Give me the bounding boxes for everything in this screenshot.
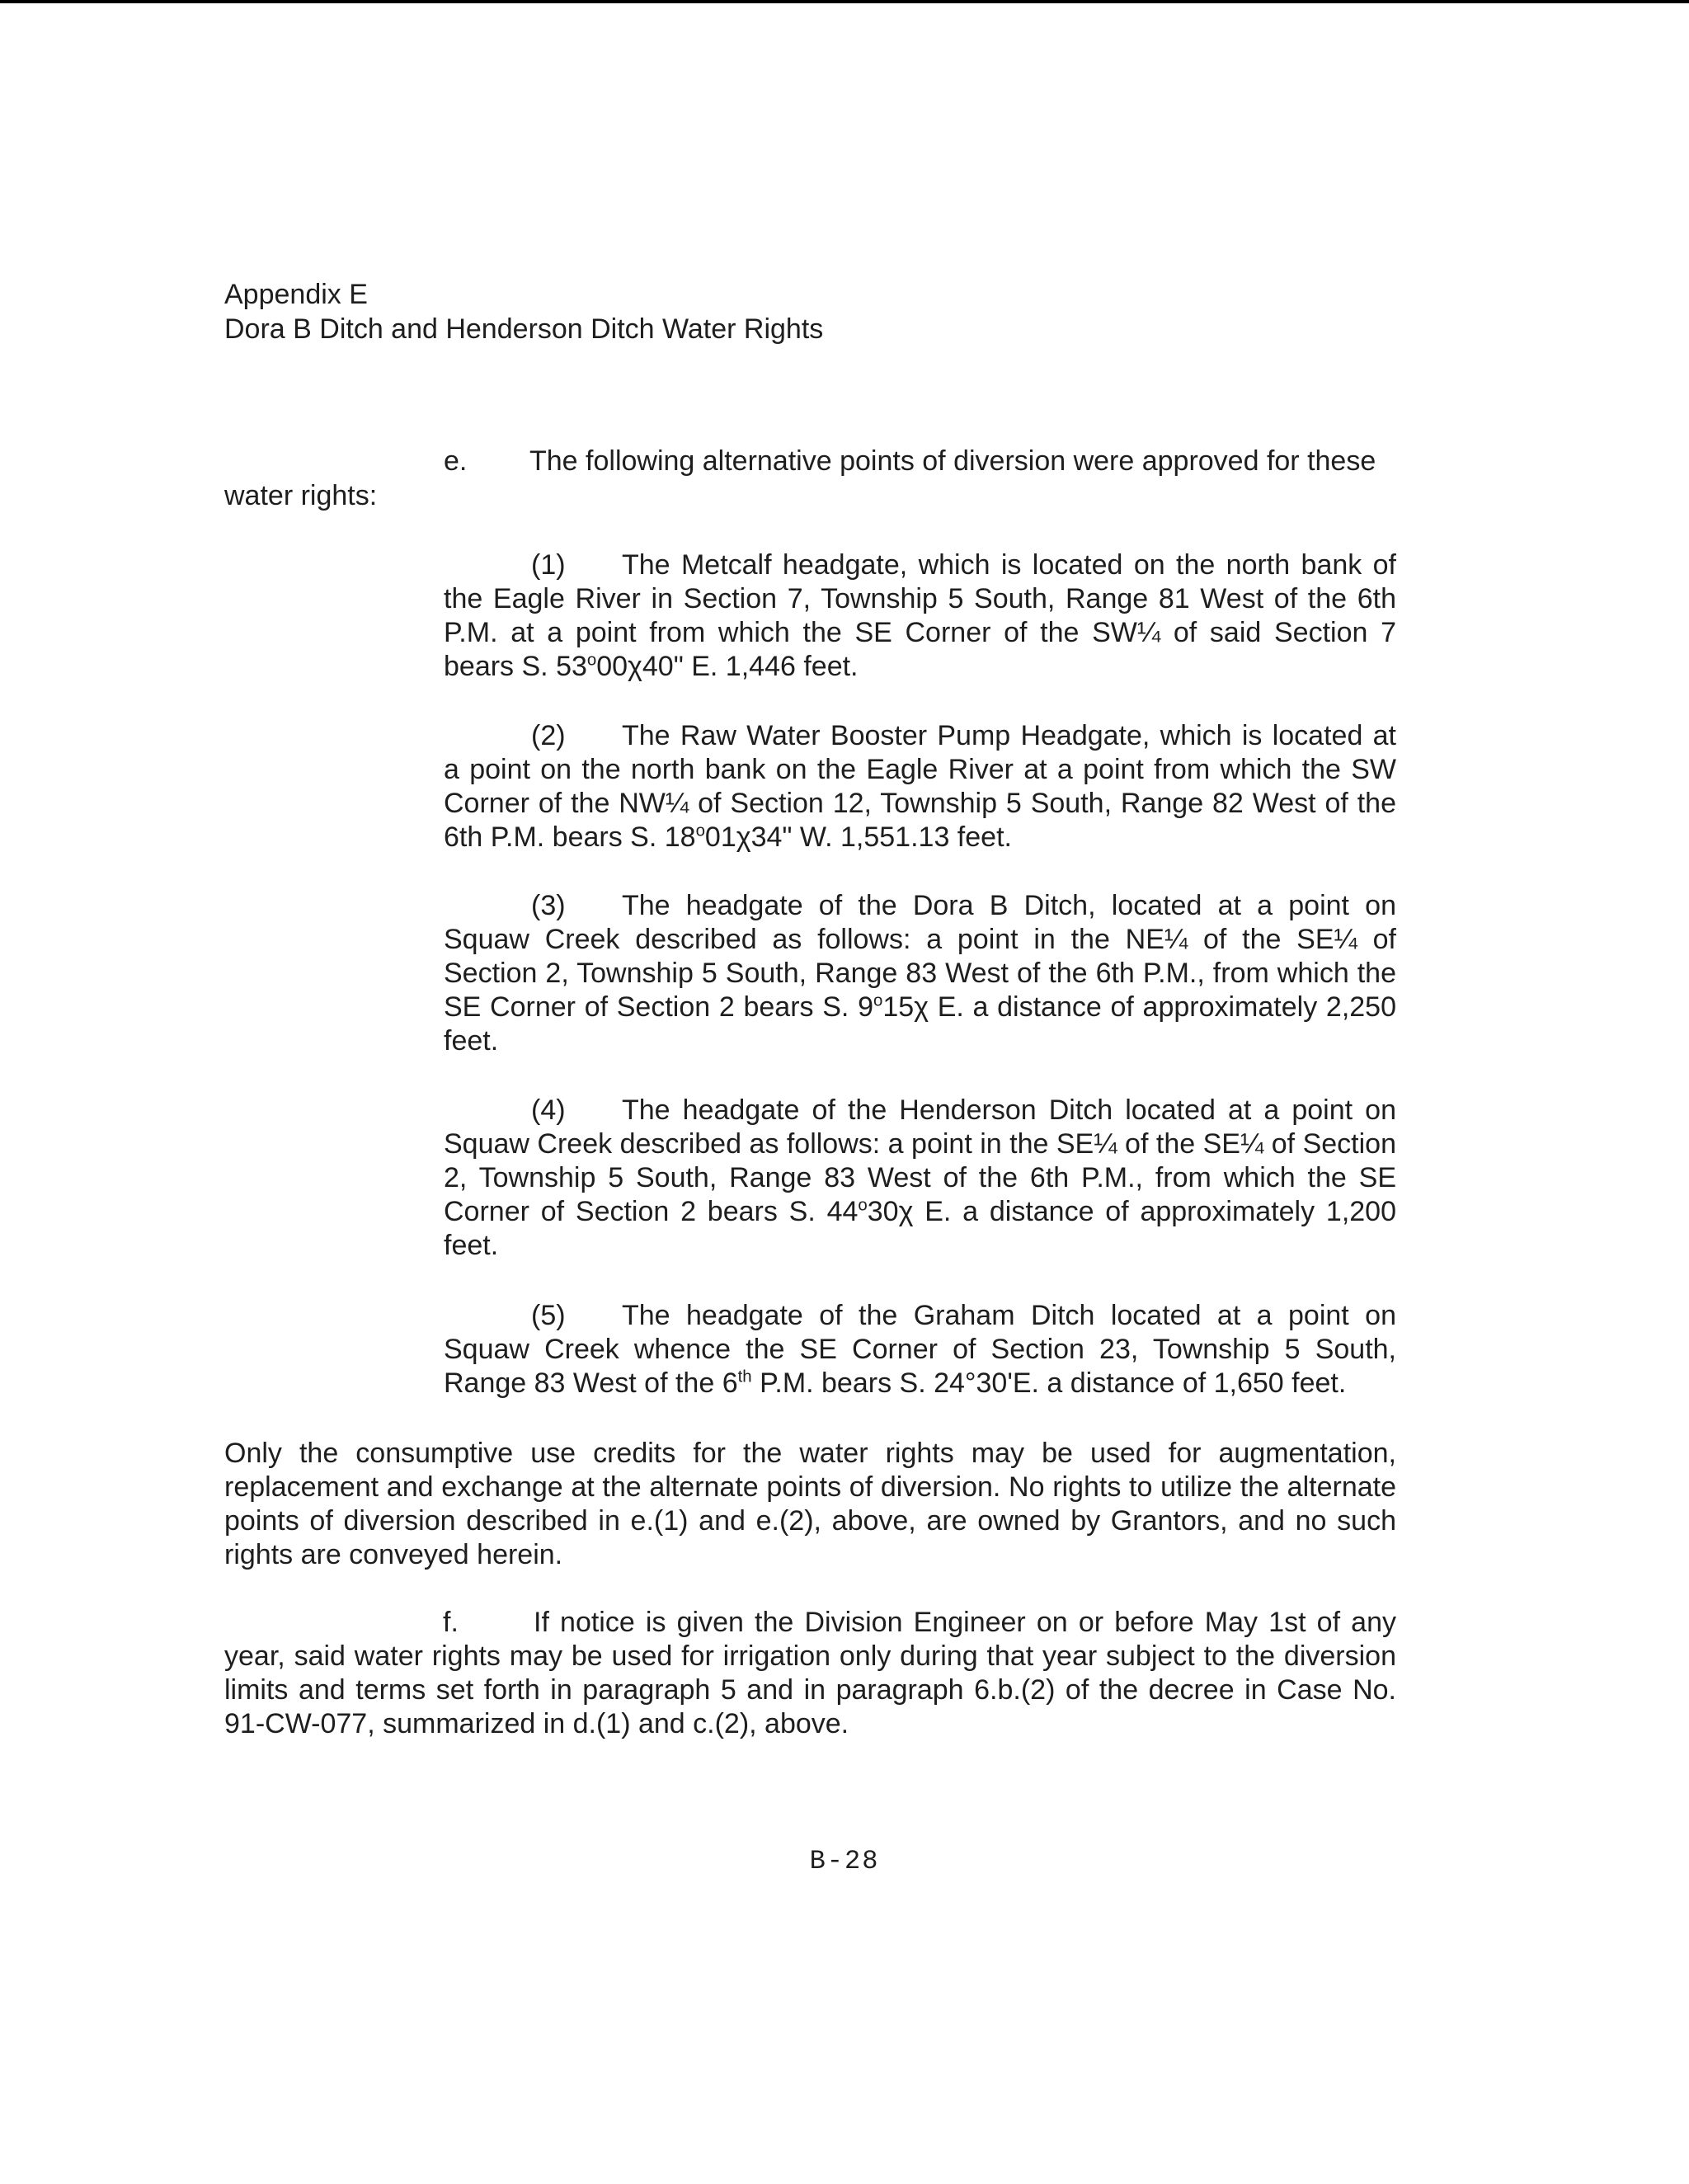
item-text: The headgate of the Dora B Ditch, located at a point on Squaw Creek described as follows: a point in the NE¼ of the SE¼ of Section 2, Township 5 South, Range 83 West of the 6th P.M., from which the SE Corner of Section 2 bears S. 9 xyxy=(444,890,1396,1023)
item-text-end: P.M. bears S. 24°30'E. a distance of 1,650 feet. xyxy=(751,1367,1347,1399)
item-number: (5) xyxy=(531,1300,566,1331)
page-number: B-28 xyxy=(809,1846,880,1876)
item-number: (3) xyxy=(531,890,566,921)
item-superscript: o xyxy=(858,1196,868,1215)
section-e-lead-text: The following alternative points of diversion were approved for these xyxy=(529,445,1376,477)
top-border-rule xyxy=(0,0,1689,3)
item-text-end: 15χ E. a distance of approximately 2,250 feet. xyxy=(444,991,1396,1057)
section-f-text: If notice is given the Division Engineer on or before May 1st of any year, said water rights may be used for irrigation only during that year subject to the diversion limits and terms set forth in paragraph 5 and in paragraph 6.b.(2) of the decree in Case No. 91-CW-077, summarized in d.(1) and c.(2), above. xyxy=(224,1607,1396,1739)
item-text-end: 00χ40" E. 1,446 feet. xyxy=(596,651,859,682)
item-superscript: th xyxy=(737,1367,752,1386)
section-e-lead xyxy=(444,444,1376,478)
item-number: (1) xyxy=(531,549,566,581)
item-text-end: 30χ E. a distance of approximately 1,200 feet. xyxy=(444,1196,1396,1261)
diversion-item-1 xyxy=(444,548,1396,684)
document-header xyxy=(224,277,823,346)
item-number: (2) xyxy=(531,720,566,751)
section-f-marker: f. xyxy=(443,1607,459,1638)
appendix-label: Appendix E xyxy=(224,279,368,310)
section-e-marker: e. xyxy=(444,445,468,477)
diversion-item-5 xyxy=(444,1299,1396,1400)
item-text: The Metcalf headgate, which is located on the north bank of the Eagle River in Section 7, Township 5 South, Range 81 West of the 6th P.M. at a point from which the SE Corner of the SW¼ of said Section 7 bears S. 53 xyxy=(444,549,1396,682)
document-title: Dora B Ditch and Henderson Ditch Water Rights xyxy=(224,313,824,345)
item-superscript: o xyxy=(873,991,883,1010)
item-text: The headgate of the Graham Ditch located at a point on Squaw Creek whence the SE Corner of Section 23, Township 5 South, Range 83 West of the 6 xyxy=(444,1300,1396,1399)
item-number: (4) xyxy=(531,1094,566,1126)
diversion-item-2 xyxy=(444,719,1396,854)
section-f-paragraph xyxy=(224,1606,1396,1741)
item-text: The headgate of the Henderson Ditch located at a point on Squaw Creek described as follows: a point in the SE¼ of the SE¼ of Section 2, Township 5 South, Range 83 West of the 6th P.M., from which the SE Corner of Section 2 bears S. 44 xyxy=(444,1094,1396,1227)
summary-paragraph: Only the consumptive use credits for the water rights may be used for augmentation, replacement and exchange at the alternate points of diversion. No rights to utilize the alternate points of diversion described in e.(1) and e.(2), above, are owned by Grantors, and no such rights are conveyed herein. xyxy=(224,1438,1396,1570)
item-text: The Raw Water Booster Pump Headgate, which is located at a point on the north bank on the Eagle River at a point from which the SW Corner of the NW¼ of Section 12, Township 5 South, Range 82 West of the 6th P.M. bears S. 18 xyxy=(444,720,1396,853)
diversion-item-3 xyxy=(444,889,1396,1058)
section-e-tail: water rights: xyxy=(224,480,378,511)
item-text-end: 01χ34" W. 1,551.13 feet. xyxy=(704,821,1012,853)
diversion-item-4 xyxy=(444,1094,1396,1263)
item-superscript: o xyxy=(586,651,597,670)
item-superscript: o xyxy=(695,821,705,840)
